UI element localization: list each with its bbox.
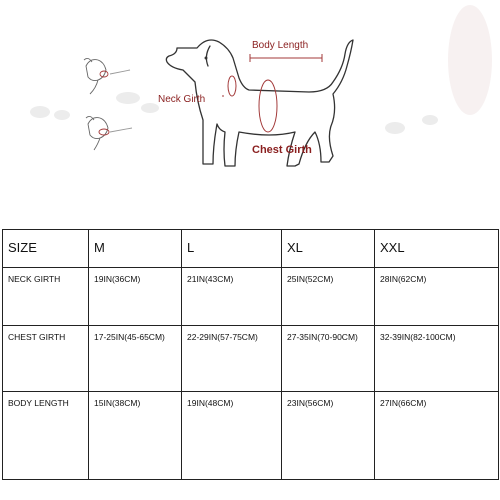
chest-girth-label: Chest Girth <box>252 144 312 156</box>
header-cell-xxl: XXL <box>375 230 499 268</box>
size-chart-table <box>2 229 499 480</box>
chest-girth-loop <box>259 80 277 132</box>
table-row-chest-girth <box>3 326 499 392</box>
table-row-body-length <box>3 392 499 480</box>
header-cell-xl: XL <box>282 230 375 268</box>
table-cell: 27-35IN(70-90CM) <box>282 326 375 392</box>
faint-background-figures <box>30 5 492 134</box>
table-header-row <box>3 230 499 268</box>
row-label-cell: NECK GIRTH <box>3 268 89 326</box>
table-cell: 28IN(62CM) <box>375 268 499 326</box>
measurement-lines <box>222 54 322 132</box>
table-cell: 15IN(38CM) <box>89 392 182 480</box>
small-dog-head-neck-icon <box>84 58 130 94</box>
table-cell: 17-25IN(45-65CM) <box>89 326 182 392</box>
table-cell: 19IN(36CM) <box>89 268 182 326</box>
small-dog-head-chest-icon <box>86 116 132 150</box>
table-cell: 25IN(52CM) <box>282 268 375 326</box>
row-label-cell: CHEST GIRTH <box>3 326 89 392</box>
table-cell: 21IN(43CM) <box>182 268 282 326</box>
header-cell-size: SIZE <box>3 230 89 268</box>
dog-measurement-diagram <box>0 0 500 205</box>
header-cell-l: L <box>182 230 282 268</box>
row-label-cell: BODY LENGTH <box>3 392 89 480</box>
table-row-neck-girth <box>3 268 499 326</box>
neck-girth-label: Neck Girth <box>158 94 206 105</box>
table-cell: 32-39IN(82-100CM) <box>375 326 499 392</box>
table-cell: 19IN(48CM) <box>182 392 282 480</box>
table-cell: 22-29IN(57-75CM) <box>182 326 282 392</box>
table-cell: 27IN(66CM) <box>375 392 499 480</box>
body-length-label: Body Length <box>252 40 309 51</box>
header-cell-m: M <box>89 230 182 268</box>
neck-girth-loop <box>228 76 236 96</box>
table-cell: 23IN(56CM) <box>282 392 375 480</box>
